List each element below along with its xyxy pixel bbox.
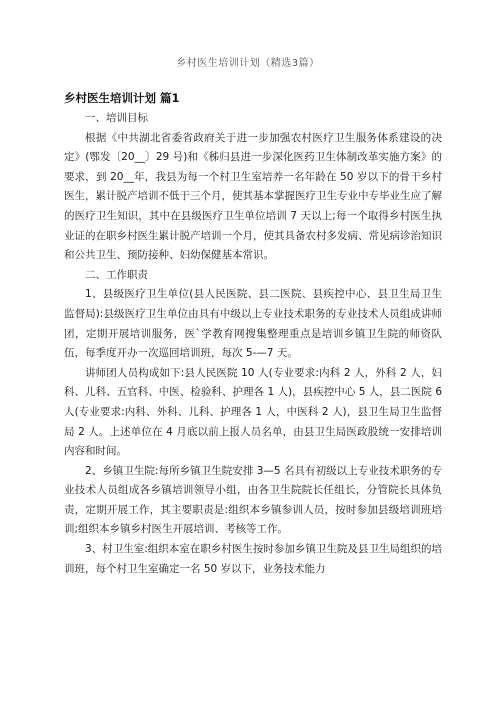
paragraph-goals: 根据《中共湖北省委省政府关于进一步加强农村医疗卫生服务体系建设的决定》(鄂发〔20__〕29 号)和《秭归县进一步深化医药卫生体制改革实施方案》的要求，到 20__年，我县为每一个村卫生室培养一名年龄在 50 岁以下的骨干乡村医生，累计脱产培训不低于三个月，使其基本掌握医疗卫生专业中专毕业生应了解的医疗卫生知识，其中在县级医疗卫生单位培训 7 天以上;每一个取得乡村医生执业证的在职乡村医生累计脱产培训一个月，使其具备农村多发病、常见病诊治知识和公共卫生、预防接种、妇幼保健基本常识。: [64, 131, 442, 262]
paragraph-lecturer-team: 讲师团人员构成如下:县人民医院 10 人(专业要求:内科 2 人，外科 2 人，妇科、儿科、五官科、中医、检验科、护理各 1 人)，县疾控中心 5 人，县二医院 6 人(专业要求:内科、外科、儿科、护理各 1 人，中医科 2 人)，县卫生局卫生监督局 2 人。上述单位在 4 月底以前上报人员名单，由县卫生局医政股统一安排培训内容和时间。: [64, 366, 442, 458]
paragraph-village-clinics: 3、村卫生室:组织本室在职乡村医生按时参加乡镇卫生院及县卫生局组织的培训班，每个村卫生室确定一名 50 岁以下，业务技术能力: [64, 543, 442, 575]
paragraph-township-hospitals: 2、乡镇卫生院:每所乡镇卫生院安排 3—5 名具有初级以上专业技术职务的专业技术人员组成各乡镇培训领导小组，由各卫生院院长任组长，分管院长具体负责，定期开展工作，其主要职责是:组织本乡镇参训人员，按时参加县级培训班培训;组织本乡镇乡村医生开展培训、考核等工作。: [64, 464, 442, 536]
section-heading-duties: 二、工作职责: [85, 268, 148, 281]
paragraph-county-units: 1、县级医疗卫生单位(县人民医院、县二医院、县疾控中心、县卫生局卫生监督局):县级医疗卫生单位由具有中级以上专业技术职务的专业技术人员组成讲师团，定期开展培训服务，医`学教育网搜集整理重点是培训乡镇卫生院的师资队伍，每季度开办一次巡回培训班，每次 5-—7 天。: [64, 288, 442, 360]
document-body: [64, 88, 442, 579]
document-header: 乡村医生培训计划（精选3篇）: [176, 58, 320, 69]
section-heading-goals: 一、培训目标: [85, 112, 148, 124]
article-title: 乡村医生培训计划 篇1: [64, 91, 180, 105]
